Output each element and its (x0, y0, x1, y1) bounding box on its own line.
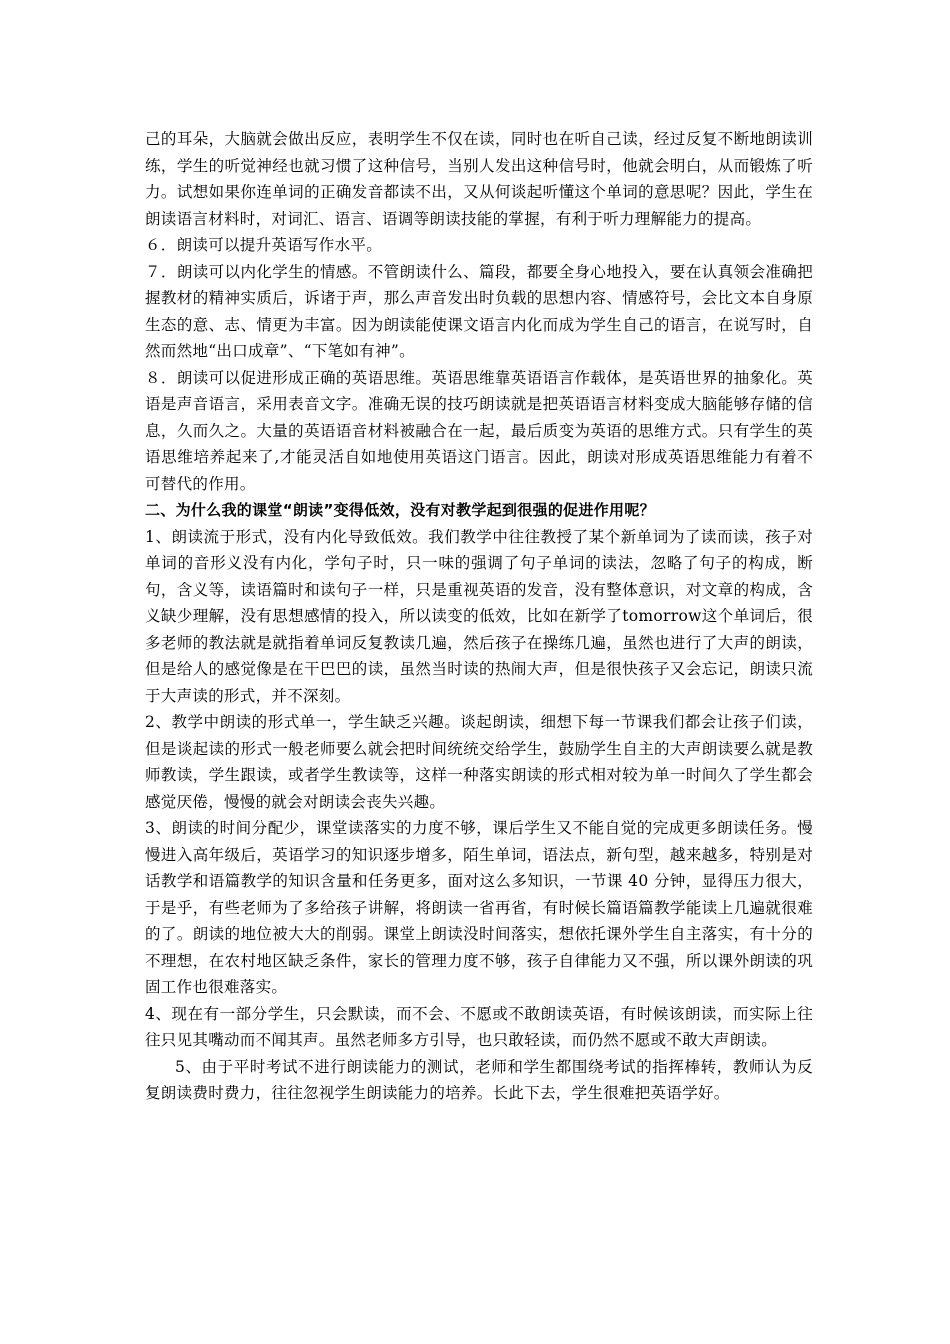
paragraph-item-7: ７．朗读可以内化学生的情感。不管朗读什么、篇段，都要全身心地投入，要在认真领会准确把握教材的精神实质后，诉诸于声，那么声音发出时负载的思想内容、情感符号，会比文本自身原生态的意、志、情更为丰富。因为朗读能使课文语言内化而成为学生自己的语言，在说写时，自然而然地“出口成章”、“下笔如有神”。 (145, 262, 813, 360)
paragraph-reason-1: 1、朗读流于形式，没有内化导致低效。我们教学中往往教授了某个新单词为了读而读，孩子对单词的音形义没有内化，学句子时，只一味的强调了句子单词的读法，忽略了句子的构成，断句，含义等，读语篇时和读句子一样，只是重视英语的发音，没有整体意识，对文章的构成，含义缺少理解，没有思想感情的投入，所以读变的低效，比如在新学了tomorrow这个单词后，很多老师的教法就是就指着单词反复教读几遍，然后孩子在操练几遍，虽然也进行了大声的朗读，但是给人的感觉像是在干巴巴的读，虽然当时读的热闹大声，但是很快孩子又会忘记，朗读只流于大声读的形式，并不深刻。 (145, 527, 813, 705)
paragraph-reason-2: 2、教学中朗读的形式单一，学生缺乏兴趣。谈起朗读，细想下每一节课我们都会让孩子们读，但是谈起读的形式一般老师要么就会把时间统统交给学生，鼓励学生自主的大声朗读要么就是教师教读，学生跟读，或者学生教读等，这样一种落实朗读的形式相对较为单一时间久了学生都会感觉厌倦，慢慢的就会对朗读会丧失兴趣。 (145, 713, 813, 811)
paragraph-listening: 己的耳朵，大脑就会做出反应，表明学生不仅在读，同时也在听自己读，经过反复不断地朗读训练，学生的听觉神经也就习惯了这种信号，当别人发出这种信号时，他就会明白，从而锻炼了听力。试想如果你连单词的正确发音都读不出，又从何谈起听懂这个单词的意思呢？因此，学生在朗读语言材料时，对词汇、语言、语调等朗读技能的掌握，有利于听力理解能力的提高。 (145, 130, 813, 228)
document-page (145, 126, 813, 1107)
section-heading-2: 二、为什么我的课堂“朗读”变得低效，没有对教学起到很强的促进作用呢？ (145, 501, 655, 519)
paragraph-item-8: ８．朗读可以促进形成正确的英语思维。英语思维靠英语语言作载体，是英语世界的抽象化。英语是声音语言，采用表音文字。准确无误的技巧朗读就是把英语语言材料变成大脑能够存储的信息，久而久之。大量的英语语音材料被融合在一起，最后质变为英语的思维方式。只有学生的英语思维培养起来了,才能灵活自如地使用英语这门语言。因此，朗读对形成英语思维能力有着不可替代的作用。 (145, 368, 813, 493)
paragraph-item-6: ６．朗读可以提升英语写作水平。 (145, 236, 383, 254)
paragraph-reason-5: 5、由于平时考试不进行朗读能力的测试，老师和学生都围绕考试的指挥棒转，教师认为反复朗读费时费力，往往忽视学生朗读能力的培养。长此下去，学生很难把英语学好。 (145, 1057, 813, 1102)
paragraph-reason-4: 4、现在有一部分学生，只会默读，而不会、不愿或不敢朗读英语，有时候该朗读，而实际上往往只见其嘴动而不闻其声。虽然老师多方引导，也只敢轻读，而仍然不愿或不敢大声朗读。 (145, 1004, 813, 1049)
paragraph-reason-3: 3、朗读的时间分配少，课堂读落实的力度不够，课后学生又不能自觉的完成更多朗读任务。慢慢进入高年级后，英语学习的知识逐步增多，陌生单词，语法点，新句型，越来越多，特别是对话教学和语篇教学的知识含量和任务更多，面对这么多知识，一节课 40 分钟，显得压力很大，于是乎，有些老师为了多给孩子讲解，将朗读一省再省，有时候长篇语篇教学能读上几遍就很难的了。朗读的地位被大大的削弱。课堂上朗读没时间落实，想依托课外学生自主落实，有十分的不理想，在农村地区缺乏条件，家长的管理力度不够，孩子自律能力又不强，所以课外朗读的巩固工作也很难落实。 (145, 819, 813, 996)
